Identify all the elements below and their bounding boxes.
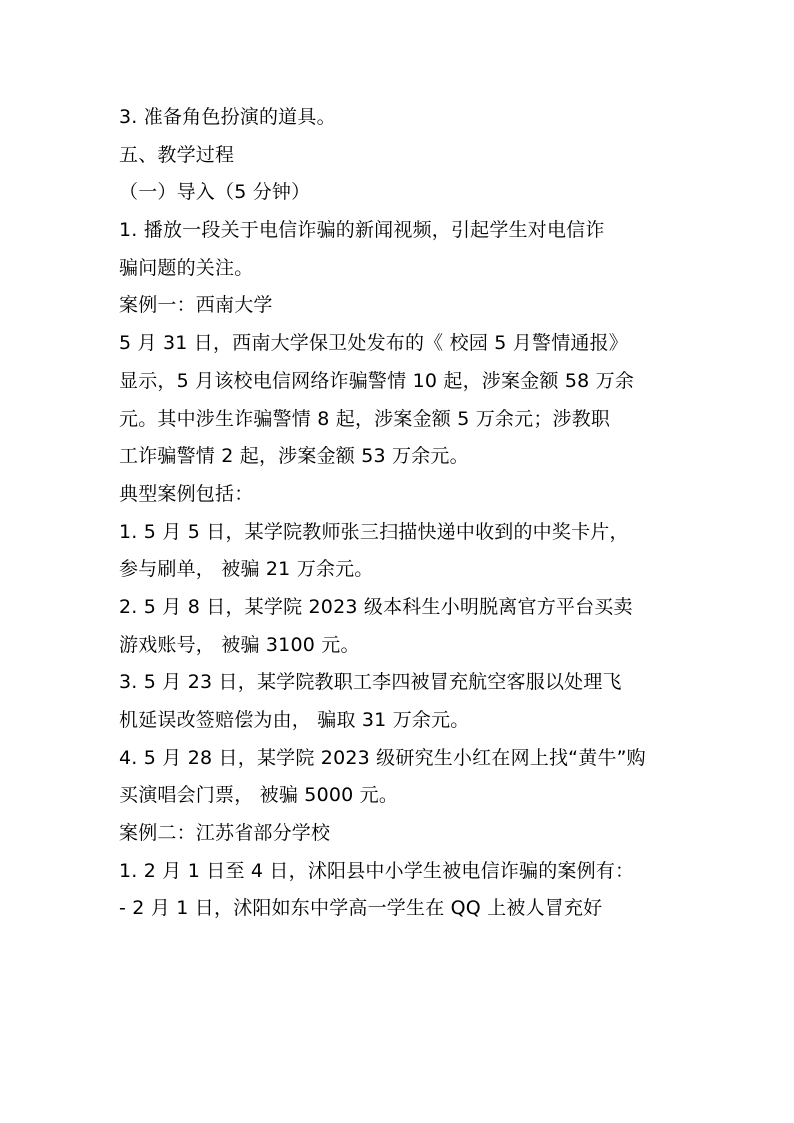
list-item: 1. 5 月 5 日，某学院教师张三扫描快递中收到的中奖卡片， — [119, 520, 629, 543]
typical-cases-heading: 典型案例包括： — [119, 482, 254, 505]
list-item: 2. 5 月 8 日，某学院 2023 级本科生小明脱离官方平台买卖 — [119, 595, 633, 618]
list-item-continuation: 机延误改签赔偿为由， 骗取 31 万余元。 — [119, 709, 470, 731]
case-heading-2: 案例二：江苏省部分学校 — [119, 822, 331, 845]
paragraph-line: 元。其中涉生诈骗警情 8 起，涉案金额 5 万余元；涉教职 — [119, 407, 611, 430]
paragraph-line: 工诈骗警情 2 起，涉案金额 53 万余元。 — [119, 445, 469, 468]
list-item: 4. 5 月 28 日，某学院 2023 级研究生小红在网上找“黄牛”购 — [119, 746, 646, 769]
paragraph-line: 5 月 31 日，西南大学保卫处发布的《 校园 5 月警情通报》 — [119, 332, 628, 355]
list-item-continuation: 游戏账号， 被骗 3100 元。 — [119, 633, 360, 656]
list-item: 3. 5 月 23 日，某学院教职工李四被冒充航空客服以处理飞 — [119, 671, 622, 694]
paragraph-line: 骗问题的关注。 — [119, 256, 254, 279]
subsection-heading-intro: （一）导入（5 分钟） — [119, 181, 311, 204]
paragraph-line: 1. 播放一段关于电信诈骗的新闻视频，引起学生对电信诈 — [119, 219, 605, 242]
list-item-props: 3. 准备角色扮演的道具。 — [119, 106, 336, 128]
list-item-continuation: 买演唱会门票， 被骗 5000 元。 — [119, 784, 399, 807]
document-body — [119, 99, 679, 928]
case-heading-1: 案例一：西南大学 — [119, 294, 273, 317]
list-item: - 2 月 1 日，沭阳如东中学高一学生在 QQ 上被人冒充好 — [119, 897, 603, 920]
list-item: 1. 2 月 1 日至 4 日，沭阳县中小学生被电信诈骗的案例有： — [119, 859, 635, 882]
section-heading-teaching-process: 五、教学过程 — [119, 143, 235, 166]
paragraph-line: 显示，5 月该校电信网络诈骗警情 10 起，涉案金额 58 万余 — [119, 369, 635, 392]
list-item-continuation: 参与刷单， 被骗 21 万余元。 — [119, 558, 374, 581]
